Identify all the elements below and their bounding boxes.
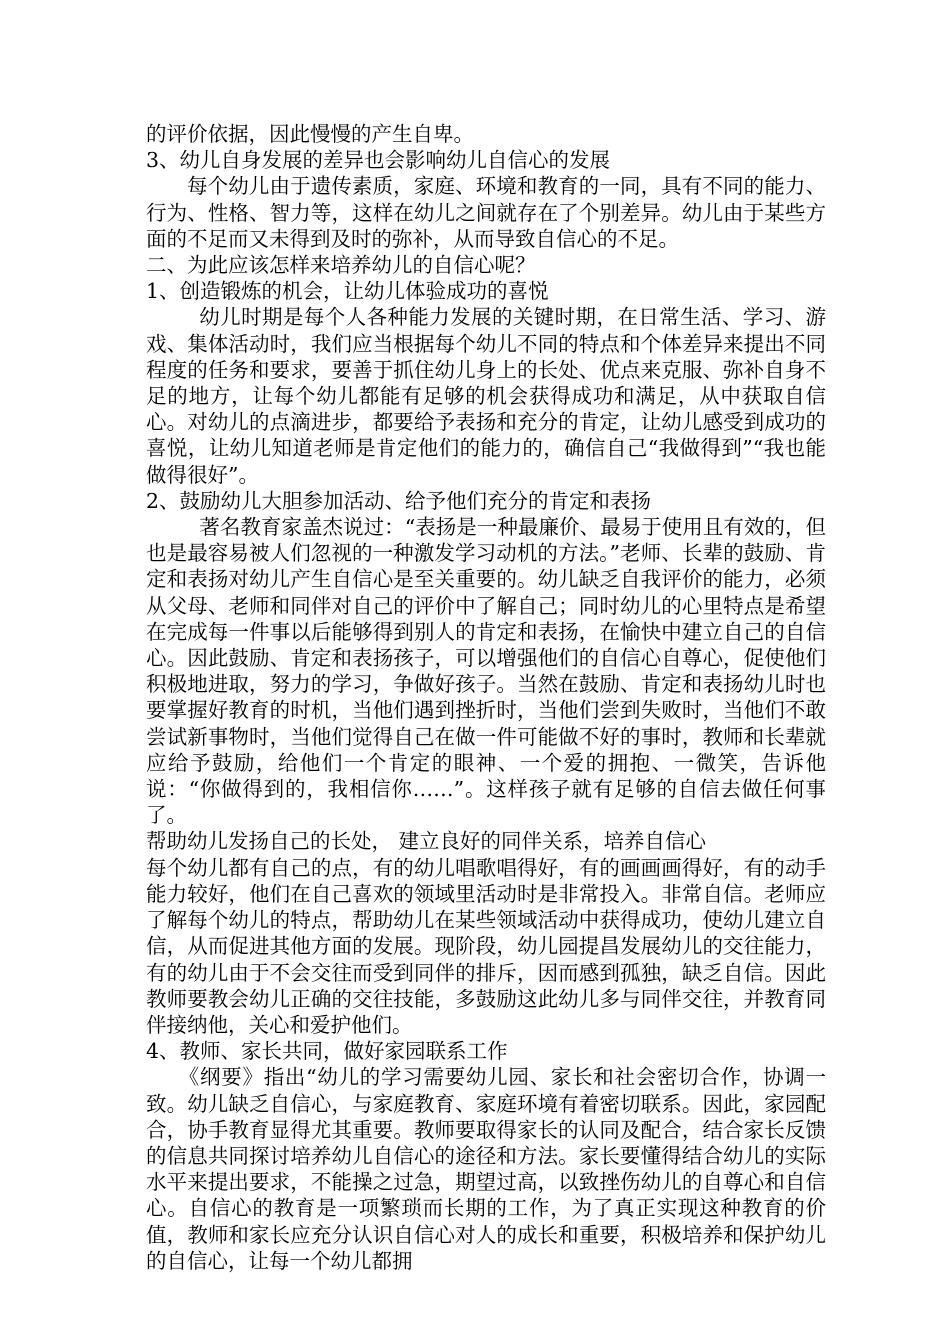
heading-2-encourage-participation: 2、鼓励幼儿大胆参加活动、给予他们充分的肯定和表扬 [146, 488, 652, 513]
heading-4-home-school-contact: 4、教师、家长共同，做好家园联系工作 [146, 1039, 508, 1064]
heading-3-development-differences: 3、幼儿自身发展的差异也会影响幼儿自信心的发展 [146, 148, 611, 173]
paragraph-strengths-and-peers: 每个幼儿都有自己的点，有的幼儿唱歌唱得好，有的画画画得好，有的动手能力较好，他们在自己喜欢的领域里活动时是非常投入。非常自信。老师应了解每个幼儿的特点，帮助幼儿在某些领域活动中获得成功，使幼儿建立自信，从而促进其他方面的发展。现阶段，幼儿园提昌发展幼儿的交往能力，有的幼儿由于不会交往而受到同伴的排斥，因而感到孤独，缺乏自信。因此教师要教会幼儿正确的交往技能，多鼓励这此幼儿多与同伴交往，并教育同伴接纳他，关心和爱护他们。 [146, 855, 826, 1037]
paragraph-praise-and-affirmation: 著名教育家盖杰说过：“表扬是一种最廉价、最易于使用且有效的，但也是最容易被人们忽视的一种激发学习动机的方法。”老师、长辈的鼓励、肯定和表扬对幼儿产生自信心是至关重要的。幼儿缺乏自我评价的能力，必须从父母、老师和同伴对自己的评价中了解自己；同时幼儿的心里特点是希望在完成每一件事以后能够得到别人的肯定和表扬，在愉快中建立自己的自信心。因此鼓励、肯定和表扬孩子，可以增强他们的自信心自尊心，促使他们积极地进取，努力的学习，争做好孩子。当然在鼓励、肯定和表扬幼儿时也要掌握好教育的时机，当他们遇到挫折时，当他们尝到失败时，当他们不敢尝试新事物时，当他们觉得自己在做一件可能做不好的事时，教师和长辈就应给予鼓励，给他们一个肯定的眼神、一个爱的拥抱、一微笑，告诉他说：“你做得到的，我相信你……”。这样孩子就有足够的自信去做任何事了。 [146, 515, 826, 828]
paragraph-home-school-cooperation: 《纲要》指出“幼儿的学习需要幼儿园、家长和社会密切合作，协调一致。幼儿缺乏自信心，与家庭教育、家庭环境有着密切联系。因此，家园配合，协手教育显得尤其重要。教师要取得家长的认同及配合，结合家长反馈的信息共同探讨培养幼儿自信心的途径和方法。家长要懂得结合幼儿的实际水平来提出要求，不能操之过急，期望过高，以致挫伤幼儿的自尊心和自信心。自信心的教育是一项繁琐而长期的工作，为了真正实现这种教育的价值，教师和家长应充分认识自信心对人的成长和重要，积极培养和保护幼儿的自信心，让每一个幼儿都拥 [146, 1065, 826, 1273]
heading-1-create-opportunities: 1、创造锻炼的机会，让幼儿体验成功的喜悦 [146, 279, 549, 304]
paragraph-individual-differences: 每个幼儿由于遗传素质，家庭、环境和教育的一同，具有不同的能力、行为、性格、智力等，这样在幼儿之间就存在了个别差异。幼儿由于某些方面的不足而又未得到及时的弥补，从而导致自信心的不足。 [146, 174, 826, 251]
heading-section-two: 二、为此应该怎样来培养幼儿的自信心呢？ [146, 253, 536, 278]
document-body [146, 121, 826, 1274]
paragraph-continuation: 的评价依据，因此慢慢的产生自卑。 [146, 122, 474, 146]
heading-peer-relationships: 帮助幼儿发扬自己的长处， 建立良好的同伴关系，培养自信心 [146, 829, 707, 854]
paragraph-experience-success: 幼儿时期是每个人各种能力发展的关键时期，在日常生活、学习、游戏、集体活动时，我们应当根据每个幼儿不同的特点和个体差异来提出不同程度的任务和要求，要善于抓住幼儿身上的长处、优点来克服、弥补自身不足的地方，让每个幼儿都能有足够的机会获得成功和满足，从中获取自信心。对幼儿的点滴进步，都要给予表扬和充分的肯定，让幼儿感受到成功的喜悦，让幼儿知道老师是肯定他们的能力的，确信自己“我做得到”“我也能做得很好”。 [146, 305, 826, 487]
